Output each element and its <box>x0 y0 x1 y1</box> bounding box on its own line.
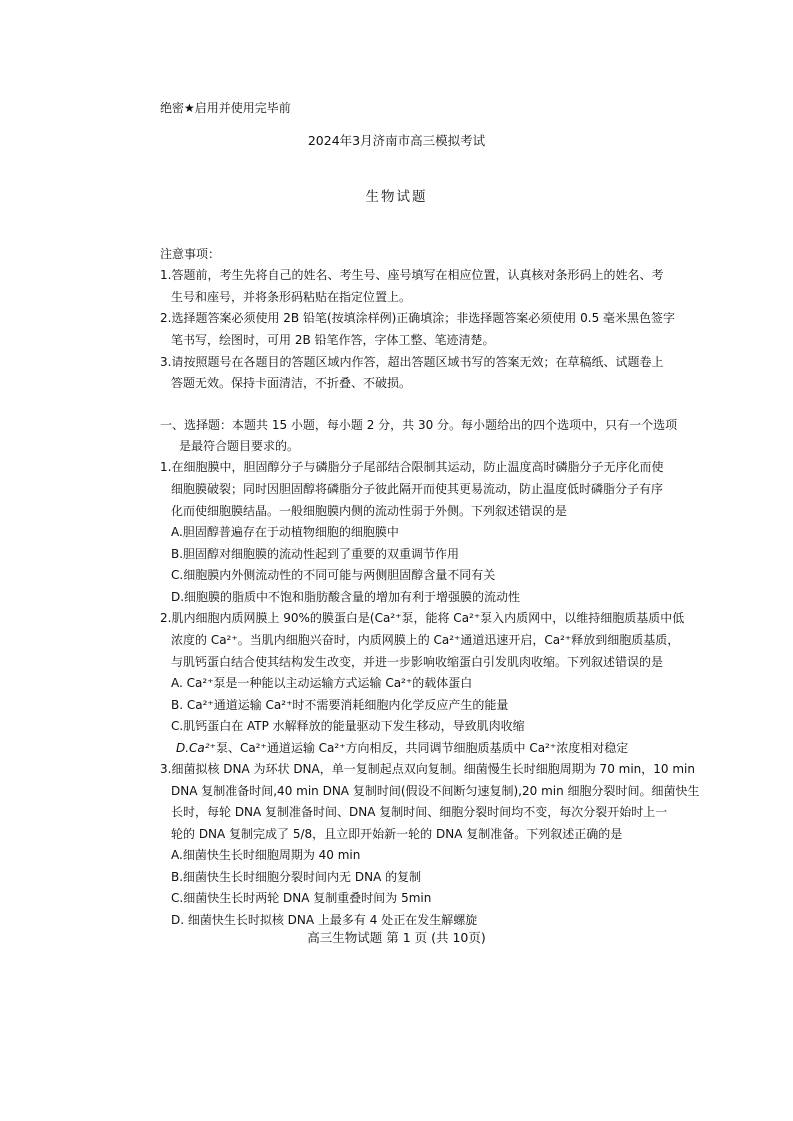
q3-stem-line-2: DNA 复制准备时间,40 min DNA 复制时间(假设不间断匀速复制),20 min 细胞分裂时间。细菌快生 <box>171 784 700 798</box>
q2-option-d-prefix: D.Ca²⁺ <box>176 741 216 755</box>
q2-option-d-text: 泵、Ca²⁺通道运输 Ca²⁺方向相反，共同调节细胞质基质中 Ca²⁺浓度相对稳定 <box>215 741 629 755</box>
q2-option-d <box>176 740 628 756</box>
subject-title: 生物试题 <box>365 189 428 205</box>
q2-stem-line-1: 2.肌内细胞内质网膜上 90%的膜蛋白是(Ca²⁺泵，能将 Ca²⁺泵入内质网中，以维持细胞质基质中低 <box>160 611 685 625</box>
q1-stem-line-1: 1.在细胞膜中，胆固醇分子与磷脂分子尾部结合限制其运动，防止温度高时磷脂分子无序化而使 <box>160 460 664 474</box>
note-2-line-1: 2.选择题答案必须使用 2B 铅笔(按填涂样例)正确填涂；非选择题答案必须使用 0.5 毫米黑色签字 <box>160 311 676 325</box>
q1-stem-line-2: 细胞膜破裂；同时因胆固醇将磷脂分子彼此隔开而使其更易流动，防止温度低时磷脂分子有序 <box>171 482 664 496</box>
q1-option-a: A.胆固醇普遍存在于动植物细胞的细胞膜中 <box>171 525 399 539</box>
q2-stem-line-2: 浓度的 Ca²⁺。当肌内细胞兴奋时，内质网膜上的 Ca²⁺通道迅速开启，Ca²⁺释放到细胞质基质， <box>171 633 680 647</box>
q2-option-b: B. Ca²⁺通道运输 Ca²⁺时不需要消耗细胞内化学反应产生的能量 <box>171 698 509 712</box>
q3-stem-line-1: 3.细菌拟核 DNA 为环状 DNA，单一复制起点双向复制。细菌慢生长时细胞周期为 70 min，10 min <box>160 762 695 776</box>
page-footer: 高三生物试题 第 1 页 (共 10页) <box>307 930 486 945</box>
note-1-line-2: 生号和座号，并将条形码粘贴在指定位置上。 <box>171 290 412 304</box>
section-1-heading: 一、选择题：本题共 15 小题，每小题 2 分，共 30 分。每小题给出的四个选项中，只有一个选项 <box>160 418 678 432</box>
q2-option-a: A. Ca²⁺泵是一种能以主动运输方式运输 Ca²⁺的载体蛋白 <box>171 676 473 690</box>
q1-option-b: B.胆固醇对细胞膜的流动性起到了重要的双重调节作用 <box>171 547 460 561</box>
note-2-line-2: 笔书写，绘图时，可用 2B 铅笔作答，字体工整、笔迹清楚。 <box>171 333 495 347</box>
note-3-line-1: 3.请按照题号在各题目的答题区域内作答，超出答题区域书写的答案无效；在草稿纸、试题卷上 <box>160 355 664 369</box>
q2-option-c: C.肌钙蛋白在 ATP 水解释放的能量驱动下发生移动，导致肌肉收缩 <box>171 719 525 733</box>
section-1-heading-cont: 是最符合题目要求的。 <box>179 439 300 453</box>
q1-option-d: D.细胞膜的脂质中不饱和脂肪酸含量的增加有利于增强膜的流动性 <box>171 590 521 604</box>
note-1-line-1: 1.答题前，考生先将自己的姓名、考生号、座号填写在相应位置，认真核对条形码上的姓名、考 <box>160 268 664 282</box>
q3-stem-line-3: 长时，每轮 DNA 复制准备时间、DNA 复制时间、细胞分裂时间均不变，每次分裂开始时上一 <box>171 805 668 819</box>
q3-option-a: A.细菌快生长时细胞周期为 40 min <box>171 848 361 862</box>
notes-title: 注意事项： <box>160 247 221 261</box>
q3-option-c: C.细菌快生长时两轮 DNA 复制重叠时间为 5min <box>171 891 432 905</box>
q3-option-b: B.细菌快生长时细胞分裂时间内无 DNA 的复制 <box>171 870 422 884</box>
q3-option-d: D. 细菌快生长时拟核 DNA 上最多有 4 处正在发生解螺旋 <box>171 913 478 927</box>
q3-stem-line-4: 轮的 DNA 复制完成了 5/8，且立即开始新一轮的 DNA 复制准备。下列叙述正确的是 <box>171 827 623 841</box>
q1-option-c: C.细胞膜内外侧流动性的不同可能与两侧胆固醇含量不同有关 <box>171 568 496 582</box>
exam-title: 2024年3月济南市高三模拟考试 <box>307 133 486 148</box>
confidential-label: 绝密★启用并使用完毕前 <box>160 101 291 115</box>
q2-stem-line-3: 与肌钙蛋白结合使其结构发生改变，并进一步影响收缩蛋白引发肌肉收缩。下列叙述错误的是 <box>171 655 664 669</box>
q1-stem-line-3: 化而使细胞膜结晶。一般细胞膜内侧的流动性弱于外侧。下列叙述错误的是 <box>171 504 568 518</box>
note-3-line-2: 答题无效。保持卡面清洁，不折叠、不破损。 <box>171 376 412 390</box>
